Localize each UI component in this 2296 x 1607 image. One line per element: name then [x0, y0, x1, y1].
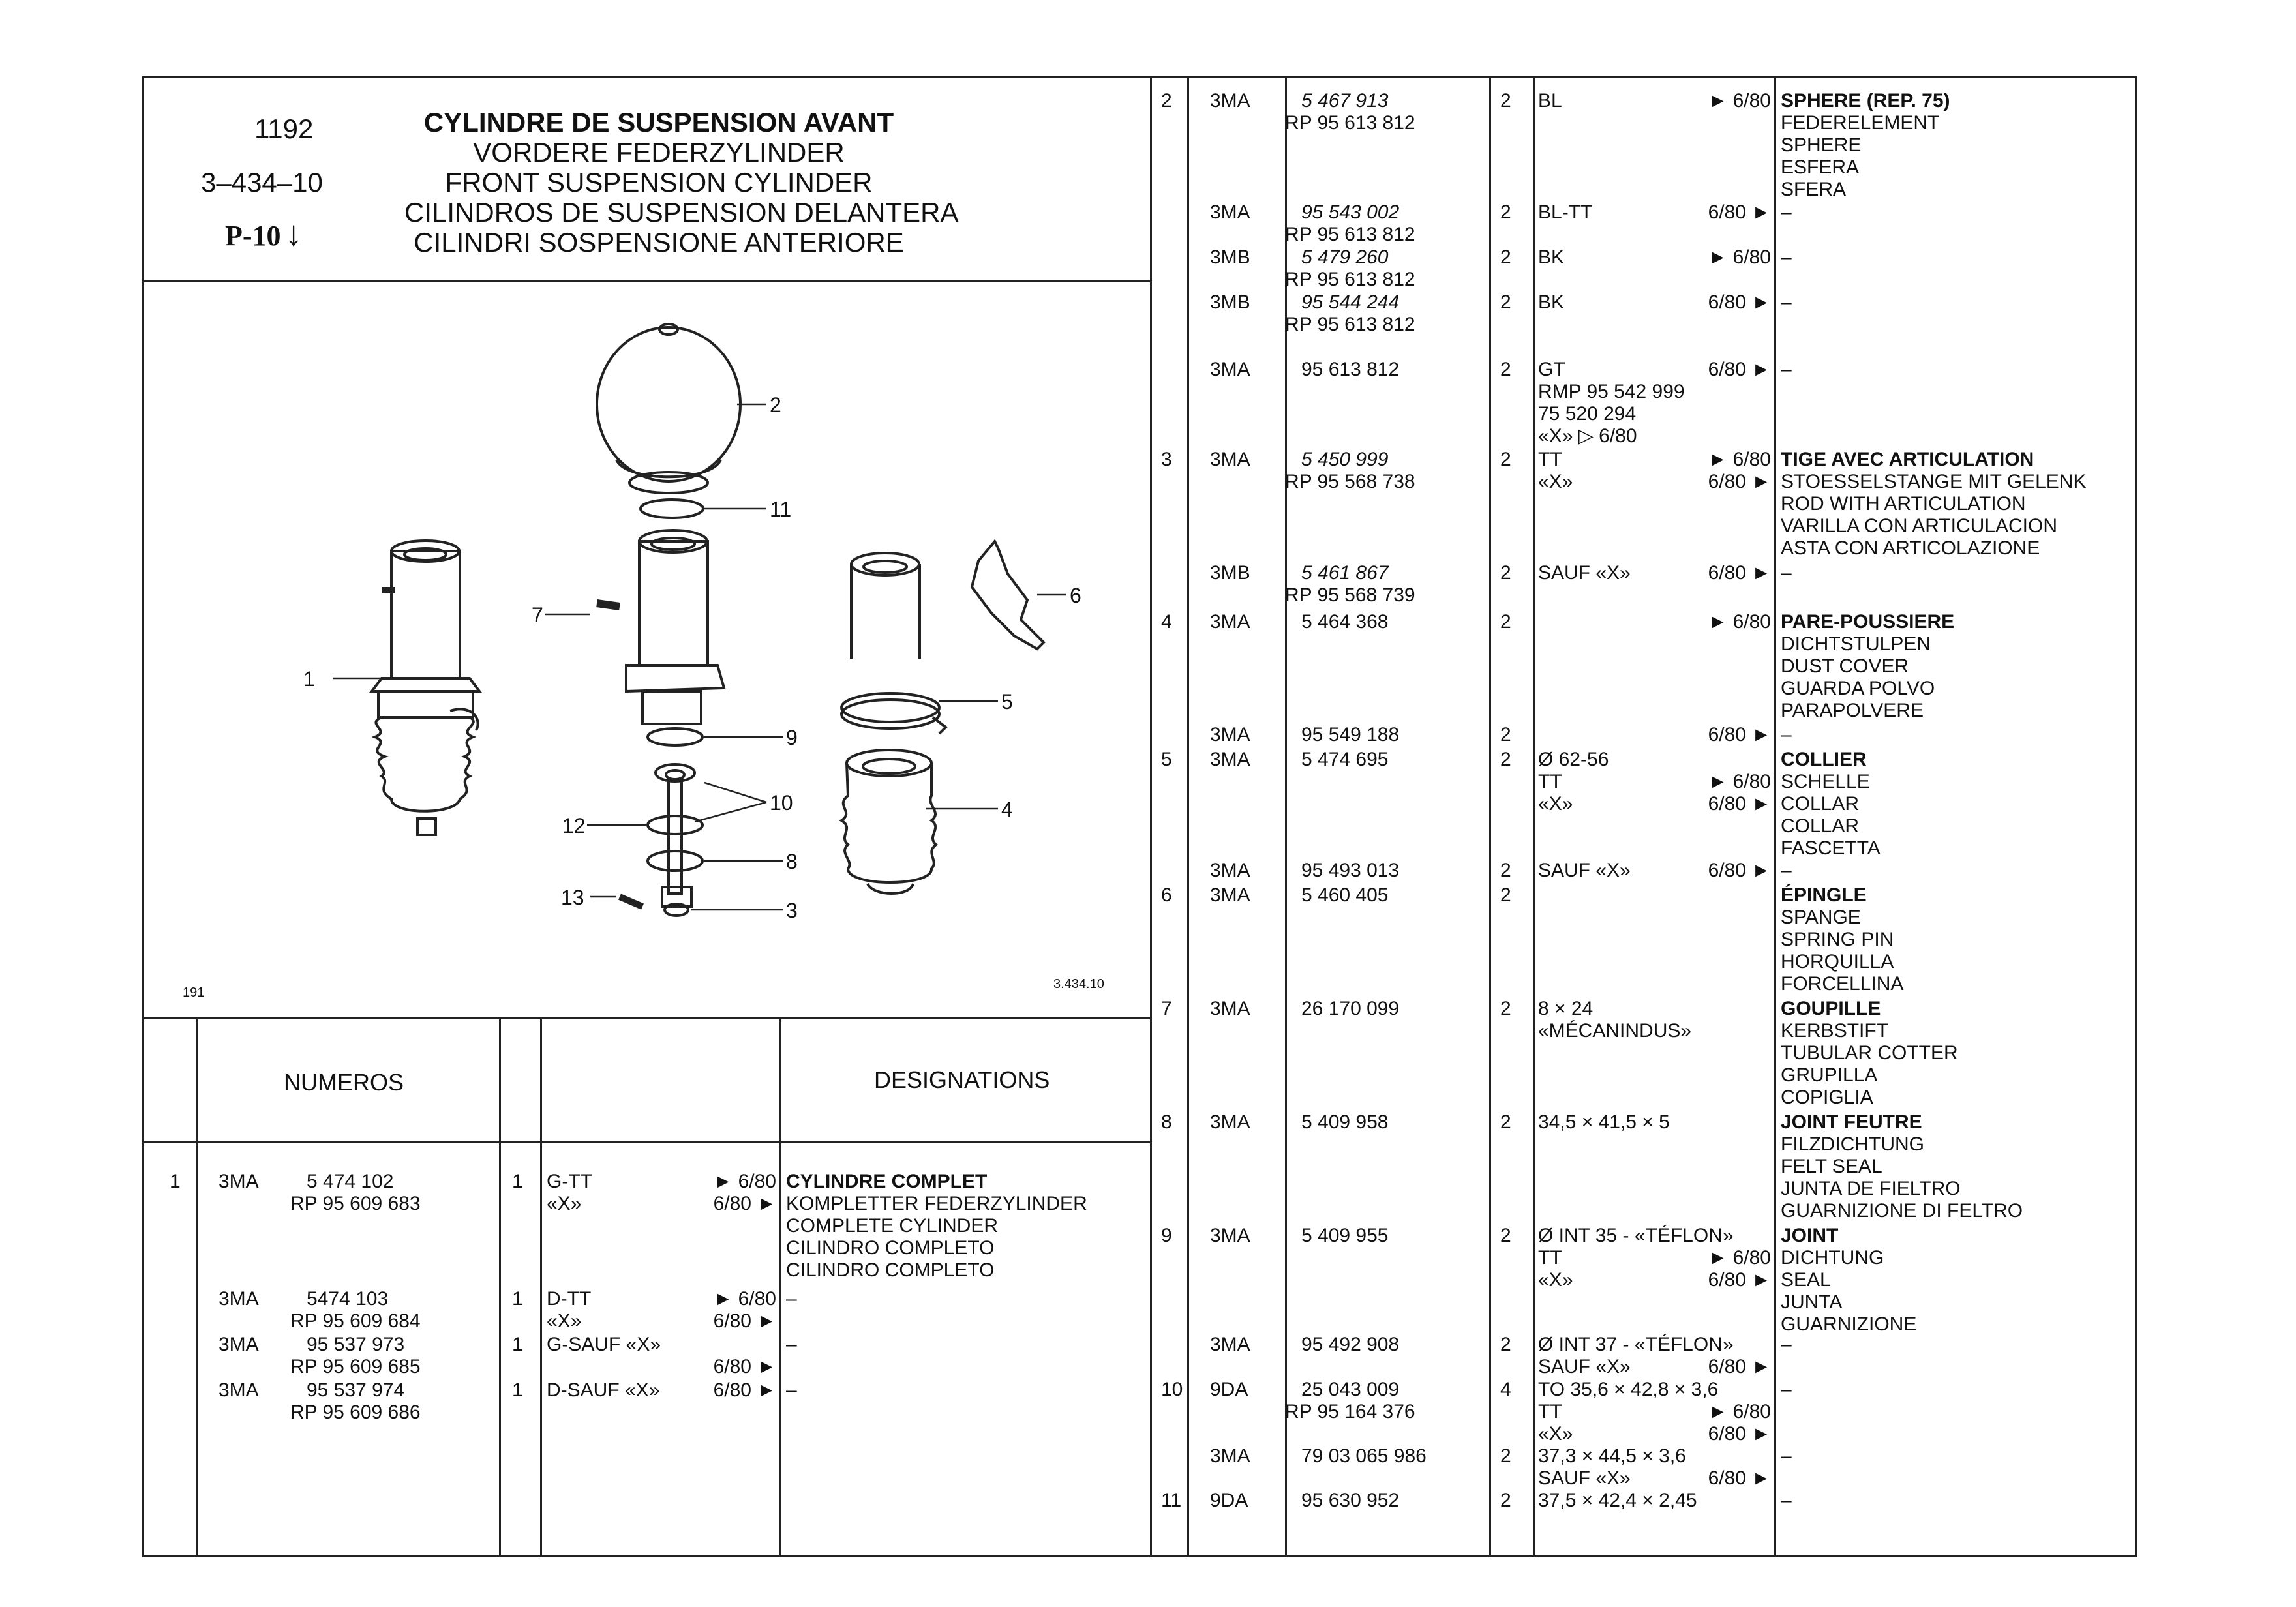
right-col-line-c [1489, 76, 1491, 1555]
callout-7: 7 [532, 603, 543, 627]
designation-translation: FORCELLINA [1781, 973, 1904, 995]
designation-title: – [1781, 1490, 1792, 1511]
callout-8: 8 [786, 850, 798, 873]
left-col-line-c [540, 1017, 542, 1555]
condition-text: Ø INT 37 - «TÉFLON» [1538, 1334, 1734, 1355]
callout-3: 3 [786, 899, 798, 922]
callout-13: 13 [561, 886, 584, 909]
vehicle-code: 9DA [1210, 1379, 1248, 1400]
designation-translation: SPRING PIN [1781, 929, 1894, 950]
quantity: 4 [1500, 1379, 1511, 1400]
item-number: 5 [1161, 749, 1172, 770]
quantity: 2 [1500, 724, 1511, 745]
vehicle-code: 3MA [219, 1334, 259, 1355]
designation-translation: GUARDA POLVO [1781, 678, 1935, 699]
replacement-part-number: RP 95 609 685 [290, 1356, 421, 1377]
callout-12: 12 [562, 814, 586, 837]
condition-text: «X» [1538, 471, 1573, 492]
quantity: 2 [1500, 1111, 1511, 1133]
cylinder-body-drawing [597, 530, 724, 724]
callout-9: 9 [786, 726, 798, 749]
condition-text: D-SAUF «X» [547, 1379, 660, 1401]
part-number: 95 493 013 [1301, 860, 1400, 881]
title-es: CILINDROS DE SUSPENSION DELANTERA [404, 197, 959, 228]
designation-title: CYLINDRE COMPLET [786, 1171, 988, 1192]
designation-title: – [1781, 1334, 1792, 1355]
part-number: 5 474 102 [307, 1171, 394, 1192]
quantity: 2 [1500, 998, 1511, 1019]
callout-4: 4 [1001, 798, 1013, 821]
condition-text: RMP 95 542 999 [1538, 381, 1685, 402]
designation-translation: SPANGE [1781, 907, 1861, 928]
date-marker: 6/80 ► [1708, 1269, 1771, 1291]
date-marker: 6/80 ► [1708, 1467, 1771, 1489]
designation-title: – [1781, 562, 1792, 584]
designation-translation: GRUPILLA [1781, 1064, 1878, 1086]
condition-text: 75 520 294 [1538, 403, 1637, 425]
condition-text: «X» ▷ 6/80 [1538, 425, 1637, 447]
date-marker: 6/80 ► [1708, 292, 1771, 313]
part-number: 95 537 973 [307, 1334, 405, 1355]
quantity: 2 [1500, 1334, 1511, 1355]
part-number: 5 461 867 [1301, 562, 1389, 584]
item-number: 10 [1161, 1379, 1183, 1400]
condition-text: SAUF «X» [1538, 860, 1631, 881]
condition-text: GT [1538, 359, 1565, 380]
callout-11: 11 [770, 498, 792, 521]
condition-text: SAUF «X» [1538, 1467, 1631, 1489]
condition-text: «X» [547, 1193, 582, 1214]
condition-text: «X» [1538, 1269, 1573, 1291]
quantity: 1 [512, 1171, 523, 1192]
condition-text: Ø 62-56 [1538, 749, 1609, 770]
date-marker: 6/80 ► [1708, 562, 1771, 584]
date-marker: ► 6/80 [713, 1171, 776, 1192]
date-marker: 6/80 ► [1708, 793, 1771, 815]
right-col-line-d [1533, 76, 1535, 1555]
date-marker: 6/80 ► [713, 1193, 776, 1214]
designation-title: JOINT [1781, 1225, 1839, 1246]
designation-translation: CILINDRO COMPLETO [786, 1259, 995, 1281]
date-marker: 6/80 ► [713, 1379, 776, 1401]
designation-title: – [1781, 202, 1792, 223]
vehicle-code: 3MA [219, 1171, 259, 1192]
designation-title: – [1781, 860, 1792, 881]
table-header-rule [142, 1141, 1152, 1143]
date-marker: ► 6/80 [1708, 247, 1771, 268]
diagram-corner-right: 3.434.10 [1053, 977, 1104, 991]
condition-text: BK [1538, 247, 1565, 268]
designation-translation: COLLAR [1781, 793, 1860, 815]
condition-text: SAUF «X» [1538, 1356, 1631, 1377]
vehicle-code: 3MA [1210, 1445, 1250, 1467]
spring-pin-drawing [972, 541, 1044, 649]
designation-translation: JUNTA DE FIELTRO [1781, 1178, 1961, 1199]
right-col-line-b [1285, 76, 1287, 1555]
vehicle-code: 3MB [1210, 292, 1250, 313]
designation-translation: SFERA [1781, 179, 1847, 200]
designation-title: – [1781, 359, 1792, 380]
vehicle-code: 3MA [1210, 724, 1250, 745]
designation-translation: SPHERE [1781, 134, 1862, 156]
designation-title: SPHERE (REP. 75) [1781, 90, 1950, 112]
condition-text: 8 × 24 [1538, 998, 1594, 1019]
replacement-part-number: RP 95 613 812 [1285, 224, 1415, 245]
washer-10b [666, 770, 684, 779]
part-number: 95 549 188 [1301, 724, 1400, 745]
replacement-part-number: RP 95 613 812 [1285, 112, 1415, 134]
date-marker: ► 6/80 [1708, 1247, 1771, 1269]
part-number: 5 460 405 [1301, 884, 1389, 906]
callout-10: 10 [770, 791, 793, 815]
item-number: 1 [170, 1171, 181, 1192]
designation-translation: GUARNIZIONE [1781, 1314, 1917, 1335]
title-it: CILINDRI SOSPENSIONE ANTERIORE [414, 227, 904, 258]
condition-text: TT [1538, 449, 1562, 470]
part-number: 5 409 958 [1301, 1111, 1389, 1133]
ref-code-section: 3–434–10 [201, 167, 323, 198]
vehicle-code: 9DA [1210, 1490, 1248, 1511]
replacement-part-number: RP 95 613 812 [1285, 314, 1415, 335]
vehicle-code: 3MA [1210, 884, 1250, 906]
designation-title: JOINT FEUTRE [1781, 1111, 1922, 1133]
tube-drawing [851, 553, 920, 659]
quantity: 2 [1500, 1490, 1511, 1511]
quantity: 2 [1500, 449, 1511, 470]
part-number: 26 170 099 [1301, 998, 1400, 1019]
vehicle-code: 3MA [1210, 359, 1250, 380]
condition-text: BL-TT [1538, 202, 1593, 223]
designation-title: PARE-POUSSIERE [1781, 611, 1955, 633]
designation-translation: COMPLETE CYLINDER [786, 1215, 999, 1237]
title-en: FRONT SUSPENSION CYLINDER [445, 167, 873, 198]
condition-text: G-TT [547, 1171, 592, 1192]
designation-translation: FASCETTA [1781, 837, 1881, 859]
condition-text: BL [1538, 90, 1562, 112]
designation-translation: PARAPOLVERE [1781, 700, 1924, 721]
part-number: 95 492 908 [1301, 1334, 1400, 1355]
condition-text: SAUF «X» [1538, 562, 1631, 584]
diagram-rule [142, 1017, 1152, 1019]
date-marker: ► 6/80 [1708, 449, 1771, 470]
quantity: 2 [1500, 860, 1511, 881]
designation-translation: FILZDICHTUNG [1781, 1134, 1924, 1155]
quantity: 2 [1500, 611, 1511, 633]
title-block [404, 107, 959, 258]
item-number: 6 [1161, 884, 1172, 906]
designation-translation: GUARNIZIONE DI FELTRO [1781, 1200, 2023, 1222]
condition-text: D-TT [547, 1288, 592, 1310]
condition-text: «X» [547, 1310, 582, 1332]
condition-text: 37,3 × 44,5 × 3,6 [1538, 1445, 1686, 1467]
item-number: 2 [1161, 90, 1172, 112]
date-marker: 6/80 ► [713, 1356, 776, 1377]
quantity: 2 [1500, 90, 1511, 112]
replacement-part-number: RP 95 164 376 [1285, 1401, 1415, 1422]
designation-title: – [1781, 724, 1792, 745]
vehicle-code: 3MA [1210, 611, 1250, 633]
part-number: 5474 103 [307, 1288, 389, 1310]
quantity: 2 [1500, 359, 1511, 380]
right-col-line-e [1774, 76, 1776, 1555]
vehicle-code: 3MA [219, 1379, 259, 1401]
replacement-part-number: RP 95 613 812 [1285, 269, 1415, 290]
date-marker: 6/80 ► [1708, 860, 1771, 881]
designation-translation: SCHELLE [1781, 771, 1870, 792]
date-marker: ► 6/80 [1708, 1401, 1771, 1422]
condition-text: «X» [1538, 793, 1573, 815]
replacement-part-number: RP 95 609 683 [290, 1193, 421, 1214]
designation-title: ÉPINGLE [1781, 884, 1867, 906]
part-number: 95 613 812 [1301, 359, 1400, 380]
left-col-line-a [196, 1017, 198, 1555]
left-col-line-d [779, 1017, 781, 1555]
date-marker: 6/80 ► [1708, 724, 1771, 745]
felt-8 [648, 851, 702, 871]
item-number: 11 [1161, 1490, 1182, 1511]
vehicle-code: 3MA [1210, 202, 1250, 223]
part-number: 95 630 952 [1301, 1490, 1400, 1511]
arrow-down-icon: ↓ [284, 214, 303, 253]
designation-translation: ASTA CON ARTICOLAZIONE [1781, 537, 2040, 559]
callout-2: 2 [770, 393, 781, 417]
collar-drawing [841, 693, 946, 734]
date-marker: ► 6/80 [1708, 611, 1771, 633]
col-header-designations: DESIGNATIONS [874, 1066, 1050, 1093]
condition-text: Ø INT 35 - «TÉFLON» [1538, 1225, 1734, 1246]
designation-translation: HORQUILLA [1781, 951, 1894, 972]
exploded-parts-diagram [153, 280, 1151, 1017]
item-number: 3 [1161, 449, 1172, 470]
quantity: 2 [1500, 247, 1511, 268]
vehicle-code: 3MA [1210, 90, 1250, 112]
item-number: 7 [1161, 998, 1172, 1019]
vehicle-code: 3MB [1210, 562, 1250, 584]
date-marker: ► 6/80 [1708, 90, 1771, 112]
condition-text: «X» [1538, 1423, 1573, 1445]
designation-title: – [1781, 1445, 1792, 1467]
quantity: 2 [1500, 562, 1511, 584]
quantity: 2 [1500, 1445, 1511, 1467]
designation-translation: VARILLA CON ARTICULACION [1781, 515, 2058, 537]
condition-text: TT [1538, 771, 1562, 792]
designation-translation: SEAL [1781, 1269, 1831, 1291]
condition-text: TT [1538, 1247, 1562, 1269]
designation-title: COLLIER [1781, 749, 1867, 770]
vehicle-code: 3MA [1210, 860, 1250, 881]
designation-translation: KERBSTIFT [1781, 1020, 1889, 1042]
part-number: 5 479 260 [1301, 247, 1389, 268]
designation-translation: COPIGLIA [1781, 1087, 1873, 1108]
ring-12 [648, 816, 702, 834]
date-marker: ► 6/80 [713, 1288, 776, 1310]
part-number: 5 450 999 [1301, 449, 1389, 470]
o-ring-11 [641, 500, 703, 518]
condition-text: G-SAUF «X» [547, 1334, 661, 1355]
condition-text: 37,5 × 42,4 × 2,45 [1538, 1490, 1697, 1511]
sphere-drawing [597, 324, 740, 493]
quantity: 2 [1500, 202, 1511, 223]
designation-title: – [786, 1379, 797, 1401]
right-col-line-a [1187, 76, 1189, 1555]
designation-title: – [1781, 292, 1792, 313]
date-marker: 6/80 ► [1708, 202, 1771, 223]
designation-title: TIGE AVEC ARTICULATION [1781, 449, 2034, 470]
condition-text: «MÉCANINDUS» [1538, 1020, 1692, 1042]
vehicle-code: 3MA [1210, 749, 1250, 770]
designation-translation: FEDERELEMENT [1781, 112, 1940, 134]
part-number: 95 544 244 [1301, 292, 1400, 313]
date-marker: 6/80 ► [713, 1310, 776, 1332]
designation-title: – [1781, 247, 1792, 268]
replacement-part-number: RP 95 609 686 [290, 1402, 421, 1423]
col-header-numeros: NUMEROS [284, 1069, 404, 1096]
title-de: VORDERE FEDERZYLINDER [473, 137, 845, 168]
designation-title: – [1781, 1379, 1792, 1400]
callout-1: 1 [303, 667, 315, 691]
part-number: 5 464 368 [1301, 611, 1389, 633]
part-number: 5 409 955 [1301, 1225, 1389, 1246]
designation-translation: KOMPLETTER FEDERZYLINDER [786, 1193, 1087, 1214]
designation-title: – [786, 1334, 797, 1355]
designation-translation: CILINDRO COMPLETO [786, 1237, 995, 1259]
designation-title: GOUPILLE [1781, 998, 1881, 1019]
part-number: 25 043 009 [1301, 1379, 1400, 1400]
designation-translation: ROD WITH ARTICULATION [1781, 493, 2026, 515]
vehicle-code: 3MA [1210, 1334, 1250, 1355]
designation-translation: COLLAR [1781, 815, 1860, 837]
seal-9 [648, 728, 702, 745]
date-marker: 6/80 ► [1708, 359, 1771, 380]
replacement-part-number: RP 95 609 684 [290, 1310, 421, 1332]
date-marker: 6/80 ► [1708, 1423, 1771, 1445]
vehicle-code: 3MA [219, 1288, 259, 1310]
item-number: 8 [1161, 1111, 1172, 1133]
vehicle-code: 3MA [1210, 1225, 1250, 1246]
vehicle-code: 3MA [1210, 449, 1250, 470]
condition-text: TT [1538, 1401, 1562, 1422]
item-number: 4 [1161, 611, 1172, 633]
vehicle-code: 3MA [1210, 1111, 1250, 1133]
complete-cylinder-drawing [372, 541, 479, 835]
ref-code-1192: 1192 [254, 113, 314, 144]
left-col-line-b [499, 1017, 501, 1555]
date-marker: 6/80 ► [1708, 471, 1771, 492]
quantity: 2 [1500, 749, 1511, 770]
date-marker: 6/80 ► [1708, 1356, 1771, 1377]
designation-translation: DICHTSTULPEN [1781, 633, 1931, 655]
item-number: 9 [1161, 1225, 1172, 1246]
designation-translation: DUST COVER [1781, 655, 1909, 677]
part-number: 5 467 913 [1301, 90, 1389, 112]
replacement-part-number: RP 95 568 738 [1285, 471, 1415, 492]
callout-5: 5 [1001, 690, 1013, 713]
replacement-part-number: RP 95 568 739 [1285, 584, 1415, 606]
part-number: 5 474 695 [1301, 749, 1389, 770]
designation-title: – [786, 1288, 797, 1310]
quantity: 2 [1500, 884, 1511, 906]
designation-translation: JUNTA [1781, 1291, 1843, 1313]
vehicle-code: 3MB [1210, 247, 1250, 268]
vehicle-code: 3MA [1210, 998, 1250, 1019]
part-number: 95 543 002 [1301, 202, 1400, 223]
quantity: 2 [1500, 292, 1511, 313]
quantity: 1 [512, 1288, 523, 1310]
quantity: 2 [1500, 1225, 1511, 1246]
part-number: 79 03 065 986 [1301, 1445, 1427, 1467]
condition-text: TO 35,6 × 42,8 × 3,6 [1538, 1379, 1719, 1400]
designation-translation: STOESSELSTANGE MIT GELENK [1781, 471, 2087, 492]
title-fr: CYLINDRE DE SUSPENSION AVANT [423, 107, 894, 138]
designation-translation: DICHTUNG [1781, 1247, 1884, 1269]
date-marker: ► 6/80 [1708, 771, 1771, 792]
designation-translation: ESFERA [1781, 157, 1860, 178]
dust-cover-drawing [841, 750, 936, 894]
designation-translation: FELT SEAL [1781, 1156, 1882, 1177]
quantity: 1 [512, 1379, 523, 1401]
condition-text: 34,5 × 41,5 × 5 [1538, 1111, 1670, 1133]
rod-3 [669, 779, 682, 894]
callout-6: 6 [1070, 584, 1081, 607]
diagram-corner-left: 191 [183, 985, 205, 1000]
quantity: 1 [512, 1334, 523, 1355]
designation-translation: TUBULAR COTTER [1781, 1042, 1958, 1064]
ref-code-p10: P-10 ↓ [225, 214, 303, 253]
condition-text: BK [1538, 292, 1565, 313]
part-number: 95 537 974 [307, 1379, 405, 1401]
